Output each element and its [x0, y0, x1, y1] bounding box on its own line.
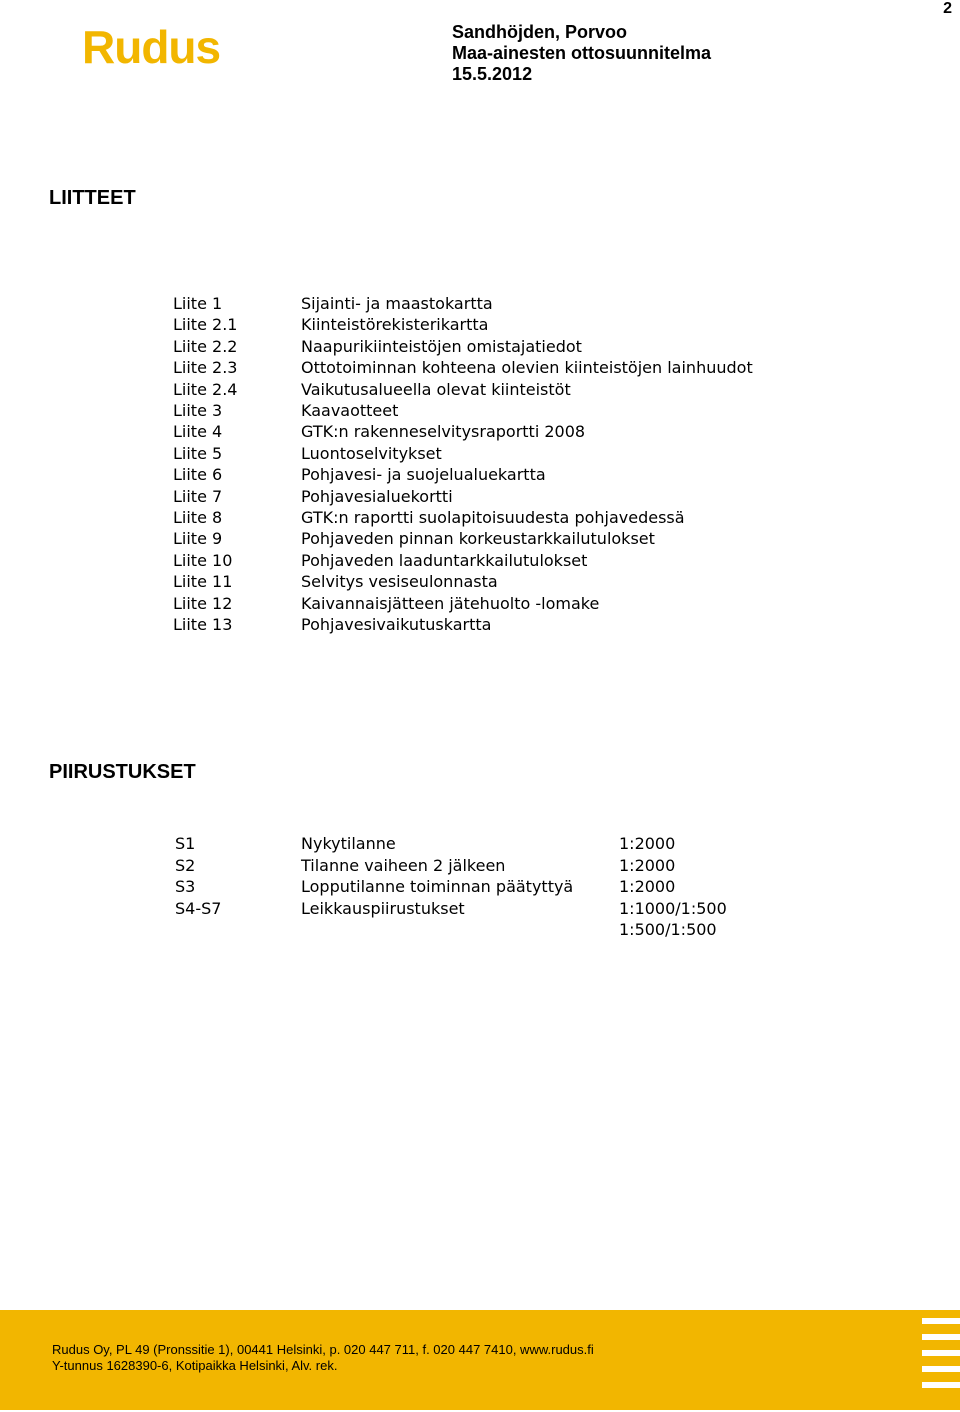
drawings-heading: PIIRUSTUKSET: [49, 761, 196, 783]
attachment-code: Liite 2.3: [173, 358, 238, 378]
attachment-code: Liite 10: [173, 550, 233, 570]
attachment-title: Selvitys vesiseulonnasta: [301, 572, 498, 592]
drawing-scale: 1:500/1:500: [619, 920, 717, 939]
attachment-title: Pohjaveden pinnan korkeustarkkailutulokset: [301, 529, 655, 549]
attachment-code: Liite 1: [173, 294, 223, 313]
attachment-title: Luontoselvitykset: [301, 443, 442, 463]
attachment-title: GTK:n rakenneselvitysraportti 2008: [301, 422, 586, 442]
drawing-scale: 1:1000/1:500: [619, 898, 727, 918]
attachment-title: Kiinteistörekisterikartta: [301, 315, 489, 335]
attachment-title: Kaavaotteet: [301, 401, 399, 420]
drawing-code: S2: [175, 855, 196, 875]
attachment-title: Pohjavesialuekortti: [301, 486, 453, 506]
attachment-title: Naapurikiinteistöjen omistajatiedot: [301, 336, 582, 356]
drawing-title: Tilanne vaiheen 2 jälkeen: [301, 855, 506, 875]
footer-registration: Y-tunnus 1628390-6, Kotipaikka Helsinki, Alv. rek.: [52, 1358, 338, 1373]
attachment-code: Liite 11: [173, 572, 233, 592]
attachment-code: Liite 9: [173, 529, 223, 549]
list-item: [0, 876, 900, 898]
document-header: [452, 22, 711, 85]
list-item: [0, 486, 900, 508]
attachment-code: Liite 8: [173, 508, 223, 527]
drawing-scale: 1:2000: [619, 855, 676, 875]
attachment-title: Vaikutusalueella olevat kiinteistöt: [301, 379, 571, 399]
stripe: [922, 1366, 960, 1372]
list-item: [0, 571, 900, 593]
attachment-title: Pohjavesi- ja suojelualuekartta: [301, 465, 546, 485]
list-item: [0, 314, 900, 336]
stripe: [922, 1350, 960, 1356]
list-item: [0, 507, 900, 529]
list-item: [0, 336, 900, 358]
attachment-code: Liite 13: [173, 615, 233, 634]
list-item: [0, 464, 900, 486]
drawing-title: Lopputilanne toiminnan päätyttyä: [301, 877, 574, 896]
attachment-code: Liite 6: [173, 465, 223, 485]
list-item: [0, 833, 900, 855]
list-item: [0, 855, 900, 877]
footer-contact: [52, 1342, 594, 1374]
page-number: 2: [943, 0, 952, 17]
attachment-code: Liite 2.1: [173, 315, 238, 335]
list-item: [0, 614, 900, 636]
list-item: [0, 357, 900, 379]
list-item: [0, 443, 900, 465]
attachment-title: Pohjavesivaikutuskartta: [301, 615, 492, 634]
attachment-title: GTK:n raportti suolapitoisuudesta pohjavedessä: [301, 508, 685, 527]
drawing-title: Nykytilanne: [301, 834, 396, 853]
attachment-code: Liite 12: [173, 593, 233, 613]
list-item: [0, 379, 900, 401]
attachment-title: Sijainti- ja maastokartta: [301, 294, 493, 313]
attachment-code: Liite 7: [173, 486, 223, 506]
drawing-title: Leikkauspiirustukset: [301, 898, 465, 918]
attachment-title: Ottotoiminnan kohteena olevien kiinteistöjen lainhuudot: [301, 358, 753, 378]
drawing-code: S4-S7: [175, 898, 222, 918]
attachment-code: Liite 2.4: [173, 379, 238, 399]
header-date: 15.5.2012: [452, 64, 533, 84]
stripe: [922, 1334, 960, 1340]
attachment-code: Liite 5: [173, 443, 223, 463]
list-item: [0, 400, 900, 422]
stripe: [922, 1318, 960, 1324]
drawing-scale: 1:2000: [619, 877, 676, 896]
list-item: [0, 528, 900, 550]
drawing-scale: 1:2000: [619, 834, 676, 853]
attachment-code: Liite 3: [173, 401, 223, 420]
list-item: [0, 919, 900, 941]
header-project: Sandhöjden, Porvoo: [452, 22, 628, 42]
attachment-code: Liite 4: [173, 422, 223, 442]
footer-stripes-decoration: [922, 1310, 960, 1410]
stripe: [922, 1382, 960, 1388]
attachment-title: Pohjaveden laaduntarkkailutulokset: [301, 550, 588, 570]
attachment-title: Kaivannaisjätteen jätehuolto -lomake: [301, 593, 600, 613]
drawing-code: S3: [175, 877, 196, 896]
footer-address: Rudus Oy, PL 49 (Pronssitie 1), 00441 Helsinki, p. 020 447 711, f. 020 447 7410, www.rudus.fi: [52, 1342, 594, 1357]
list-item: [0, 293, 900, 315]
drawing-code: S1: [175, 834, 196, 853]
list-item: [0, 593, 900, 615]
attachments-heading: LIITTEET: [49, 187, 136, 209]
list-item: [0, 898, 900, 920]
attachment-code: Liite 2.2: [173, 336, 238, 356]
list-item: [0, 550, 900, 572]
rudus-logo: Rudus: [82, 21, 221, 73]
header-document-title: Maa-ainesten ottosuunnitelma: [452, 43, 712, 63]
list-item: [0, 421, 900, 443]
